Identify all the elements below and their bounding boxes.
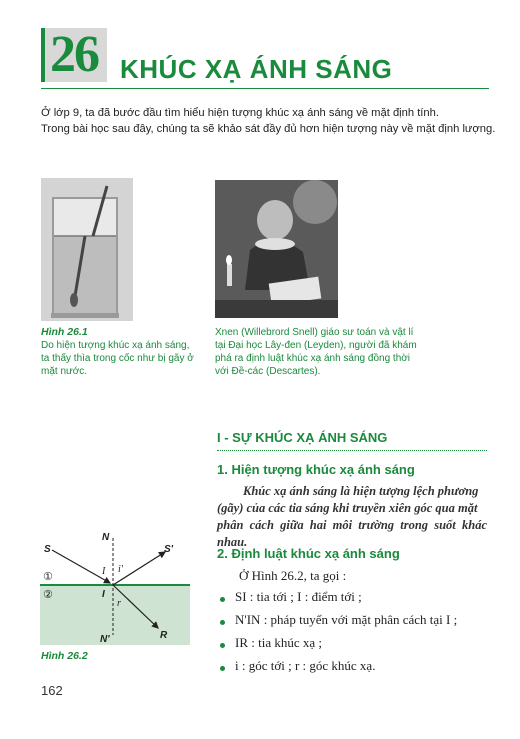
glass-spoon-illustration (41, 178, 133, 321)
section-title: I - SỰ KHÚC XẠ ÁNH SÁNG (217, 430, 388, 445)
figure-26-1-title: Hình 26.1 (41, 326, 88, 338)
glass-spoon-photo (41, 178, 133, 321)
bullet-icon (220, 643, 225, 648)
figure-intro-text: Ở Hình 26.2, ta gọi : (239, 568, 347, 583)
label-S-prime: S' (164, 544, 174, 555)
label-R: R (160, 630, 168, 641)
figure-26-1-caption-line: ta thấy thìa trong cốc như bị gãy ở (41, 353, 194, 364)
intro-line-1: Ở lớp 9, ta đã bước đầu tìm hiểu hiện tượng khúc xạ ánh sáng về mặt định tính. (41, 107, 439, 119)
subsection-2-heading: 2. Định luật khúc xạ ánh sáng (217, 546, 400, 561)
refraction-svg (40, 530, 190, 648)
portrait-caption-line: Xnen (Willebrord Snell) giáo sư toán và vật lí (215, 327, 414, 338)
definition-line: phân cách giữa hai môi trường trong suốt khác nhau. (217, 518, 487, 549)
page-number: 162 (41, 683, 63, 698)
subsection-1-heading: 1. Hiện tượng khúc xạ ánh sáng (217, 462, 415, 477)
snell-portrait (215, 180, 338, 318)
label-I: I (102, 589, 105, 600)
label-r: r (117, 598, 121, 609)
portrait-caption-line: phá ra định luật khúc xạ ánh sáng đồng thời (215, 353, 411, 364)
definition-line: Khúc xạ ánh sáng là hiện tượng lệch phương (243, 484, 479, 498)
figure-26-2-title: Hình 26.2 (41, 650, 88, 662)
title-divider (41, 88, 489, 89)
bullet-icon (220, 620, 225, 625)
definition-line: (gãy) của các tia sáng khi truyền xiên góc qua mặt (217, 501, 478, 515)
chapter-number: 26 (50, 26, 98, 83)
label-N-prime: N' (100, 634, 110, 645)
section-divider (217, 450, 487, 451)
label-S: S (44, 544, 51, 555)
portrait-caption-line: tại Đại học Lây-đen (Leyden), người đã khám (215, 340, 417, 351)
water-medium (40, 585, 190, 645)
bullet-item: SI : tia tới ; I : điểm tới ; (235, 589, 362, 604)
label-N: N (102, 532, 110, 543)
figure-26-1-caption-line: Do hiện tượng khúc xạ ánh sáng, (41, 340, 190, 351)
figure-26-1-caption-line: mặt nước. (41, 366, 88, 377)
bullet-item: i : góc tới ; r : góc khúc xạ. (235, 658, 376, 673)
label-medium-2: ② (43, 588, 53, 601)
label-i: I (102, 566, 106, 577)
label-medium-1: ① (43, 570, 53, 583)
bullet-icon (220, 666, 225, 671)
chapter-title: KHÚC XẠ ÁNH SÁNG (120, 54, 393, 84)
portrait-illustration (215, 180, 338, 318)
bullet-item: IR : tia khúc xạ ; (235, 635, 323, 650)
label-i-prime: i' (118, 564, 123, 575)
refraction-diagram (40, 530, 190, 648)
bullet-item: N'IN : pháp tuyến với mặt phân cách tại I ; (235, 612, 458, 627)
bullet-icon (220, 597, 225, 602)
portrait-caption-line: với Đề-các (Descartes). (215, 366, 321, 377)
intro-line-2: Trong bài học sau đây, chúng ta sẽ khảo sát đầy đủ hơn hiện tượng này về mặt định lượng. (41, 123, 496, 135)
